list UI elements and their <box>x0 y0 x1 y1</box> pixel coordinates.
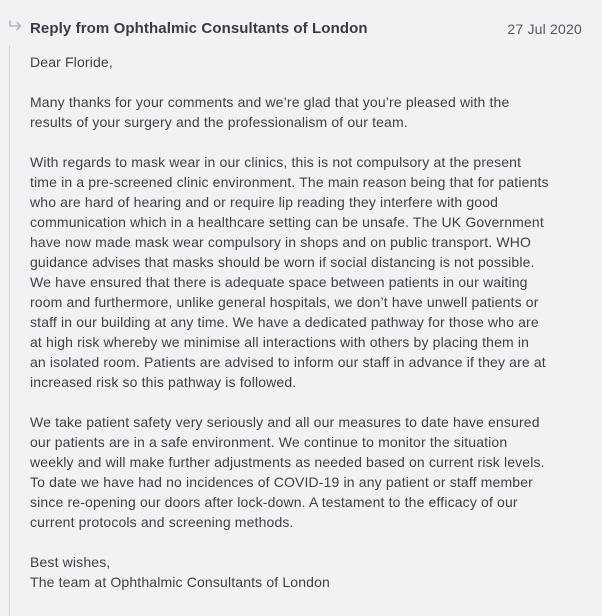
reply-paragraph-line: guidance advises that masks should be worn if social distancing is not possible. <box>30 254 535 270</box>
reply-paragraph-line: an isolated room. Patients are advised to inform our staff in advance if they are at <box>30 354 546 370</box>
reply-paragraph-line: who are hard of hearing and or require lip reading they interfere with good <box>30 194 499 210</box>
reply-quote-rule <box>9 45 10 616</box>
reply-date: 27 Jul 2020 <box>507 21 582 37</box>
reply-paragraph-line: With regards to mask wear in our clinics, this is not compulsory at the present <box>30 154 522 170</box>
reply-signoff-line: Best wishes, <box>30 554 111 570</box>
reply-title: Reply from Ophthalmic Consultants of London <box>30 20 368 37</box>
reply-paragraph-line: since re-opening our doors after lock-down. A testament to the efficacy of our <box>30 494 518 510</box>
reply-paragraph-line: room and furthermore, unlike general hospitals, we don’t have unwell patients or <box>30 294 539 310</box>
reply-paragraph <box>30 152 590 392</box>
reply-paragraph-line: staff in our building at any time. We have a dedicated pathway for those who are <box>30 314 539 330</box>
reply-paragraph-line: at high risk whereby we minimise all interactions with others by placing them in <box>30 334 530 350</box>
reply-paragraph-line: We have ensured that there is adequate space between patients in our waiting <box>30 274 528 290</box>
reply-paragraph-line: increased risk so this pathway is followed. <box>30 374 297 390</box>
reply-arrow-icon <box>9 19 23 31</box>
reply-paragraph-line: We take patient safety very seriously and all our measures to date have ensured <box>30 414 540 430</box>
reply-paragraph-line: have now made mask wear compulsory in shops and on public transport. WHO <box>30 234 532 250</box>
reply-paragraph-line: our patients are in a safe environment. We continue to monitor the situation <box>30 434 508 450</box>
reply-greeting: Dear Floride, <box>30 54 113 70</box>
reply-paragraph-line: time in a pre-screened clinic environment. The main reason being that for patients <box>30 174 549 190</box>
reply-paragraphs <box>30 92 590 532</box>
reply-signoff <box>30 552 590 592</box>
reply-paragraph-line: communication which in a healthcare setting can be unsafe. The UK Government <box>30 214 544 230</box>
reply-signature: The team at Ophthalmic Consultants of London <box>30 574 330 590</box>
reply-paragraph-line: Many thanks for your comments and we’re glad that you’re pleased with the <box>30 94 510 110</box>
reply-paragraph-line: results of your surgery and the professionalism of our team. <box>30 114 408 130</box>
reply-paragraph <box>30 92 590 132</box>
reply-paragraph-line: weekly and will make further adjustments as needed based on current risk levels. <box>30 454 545 470</box>
reply-paragraph <box>30 412 590 532</box>
reply-header <box>0 0 602 44</box>
reply-paragraph-line: current protocols and screening methods. <box>30 514 294 530</box>
reply-body <box>30 52 590 592</box>
reply-paragraph-line: To date we have had no incidences of COVID-19 in any patient or staff member <box>30 474 533 490</box>
